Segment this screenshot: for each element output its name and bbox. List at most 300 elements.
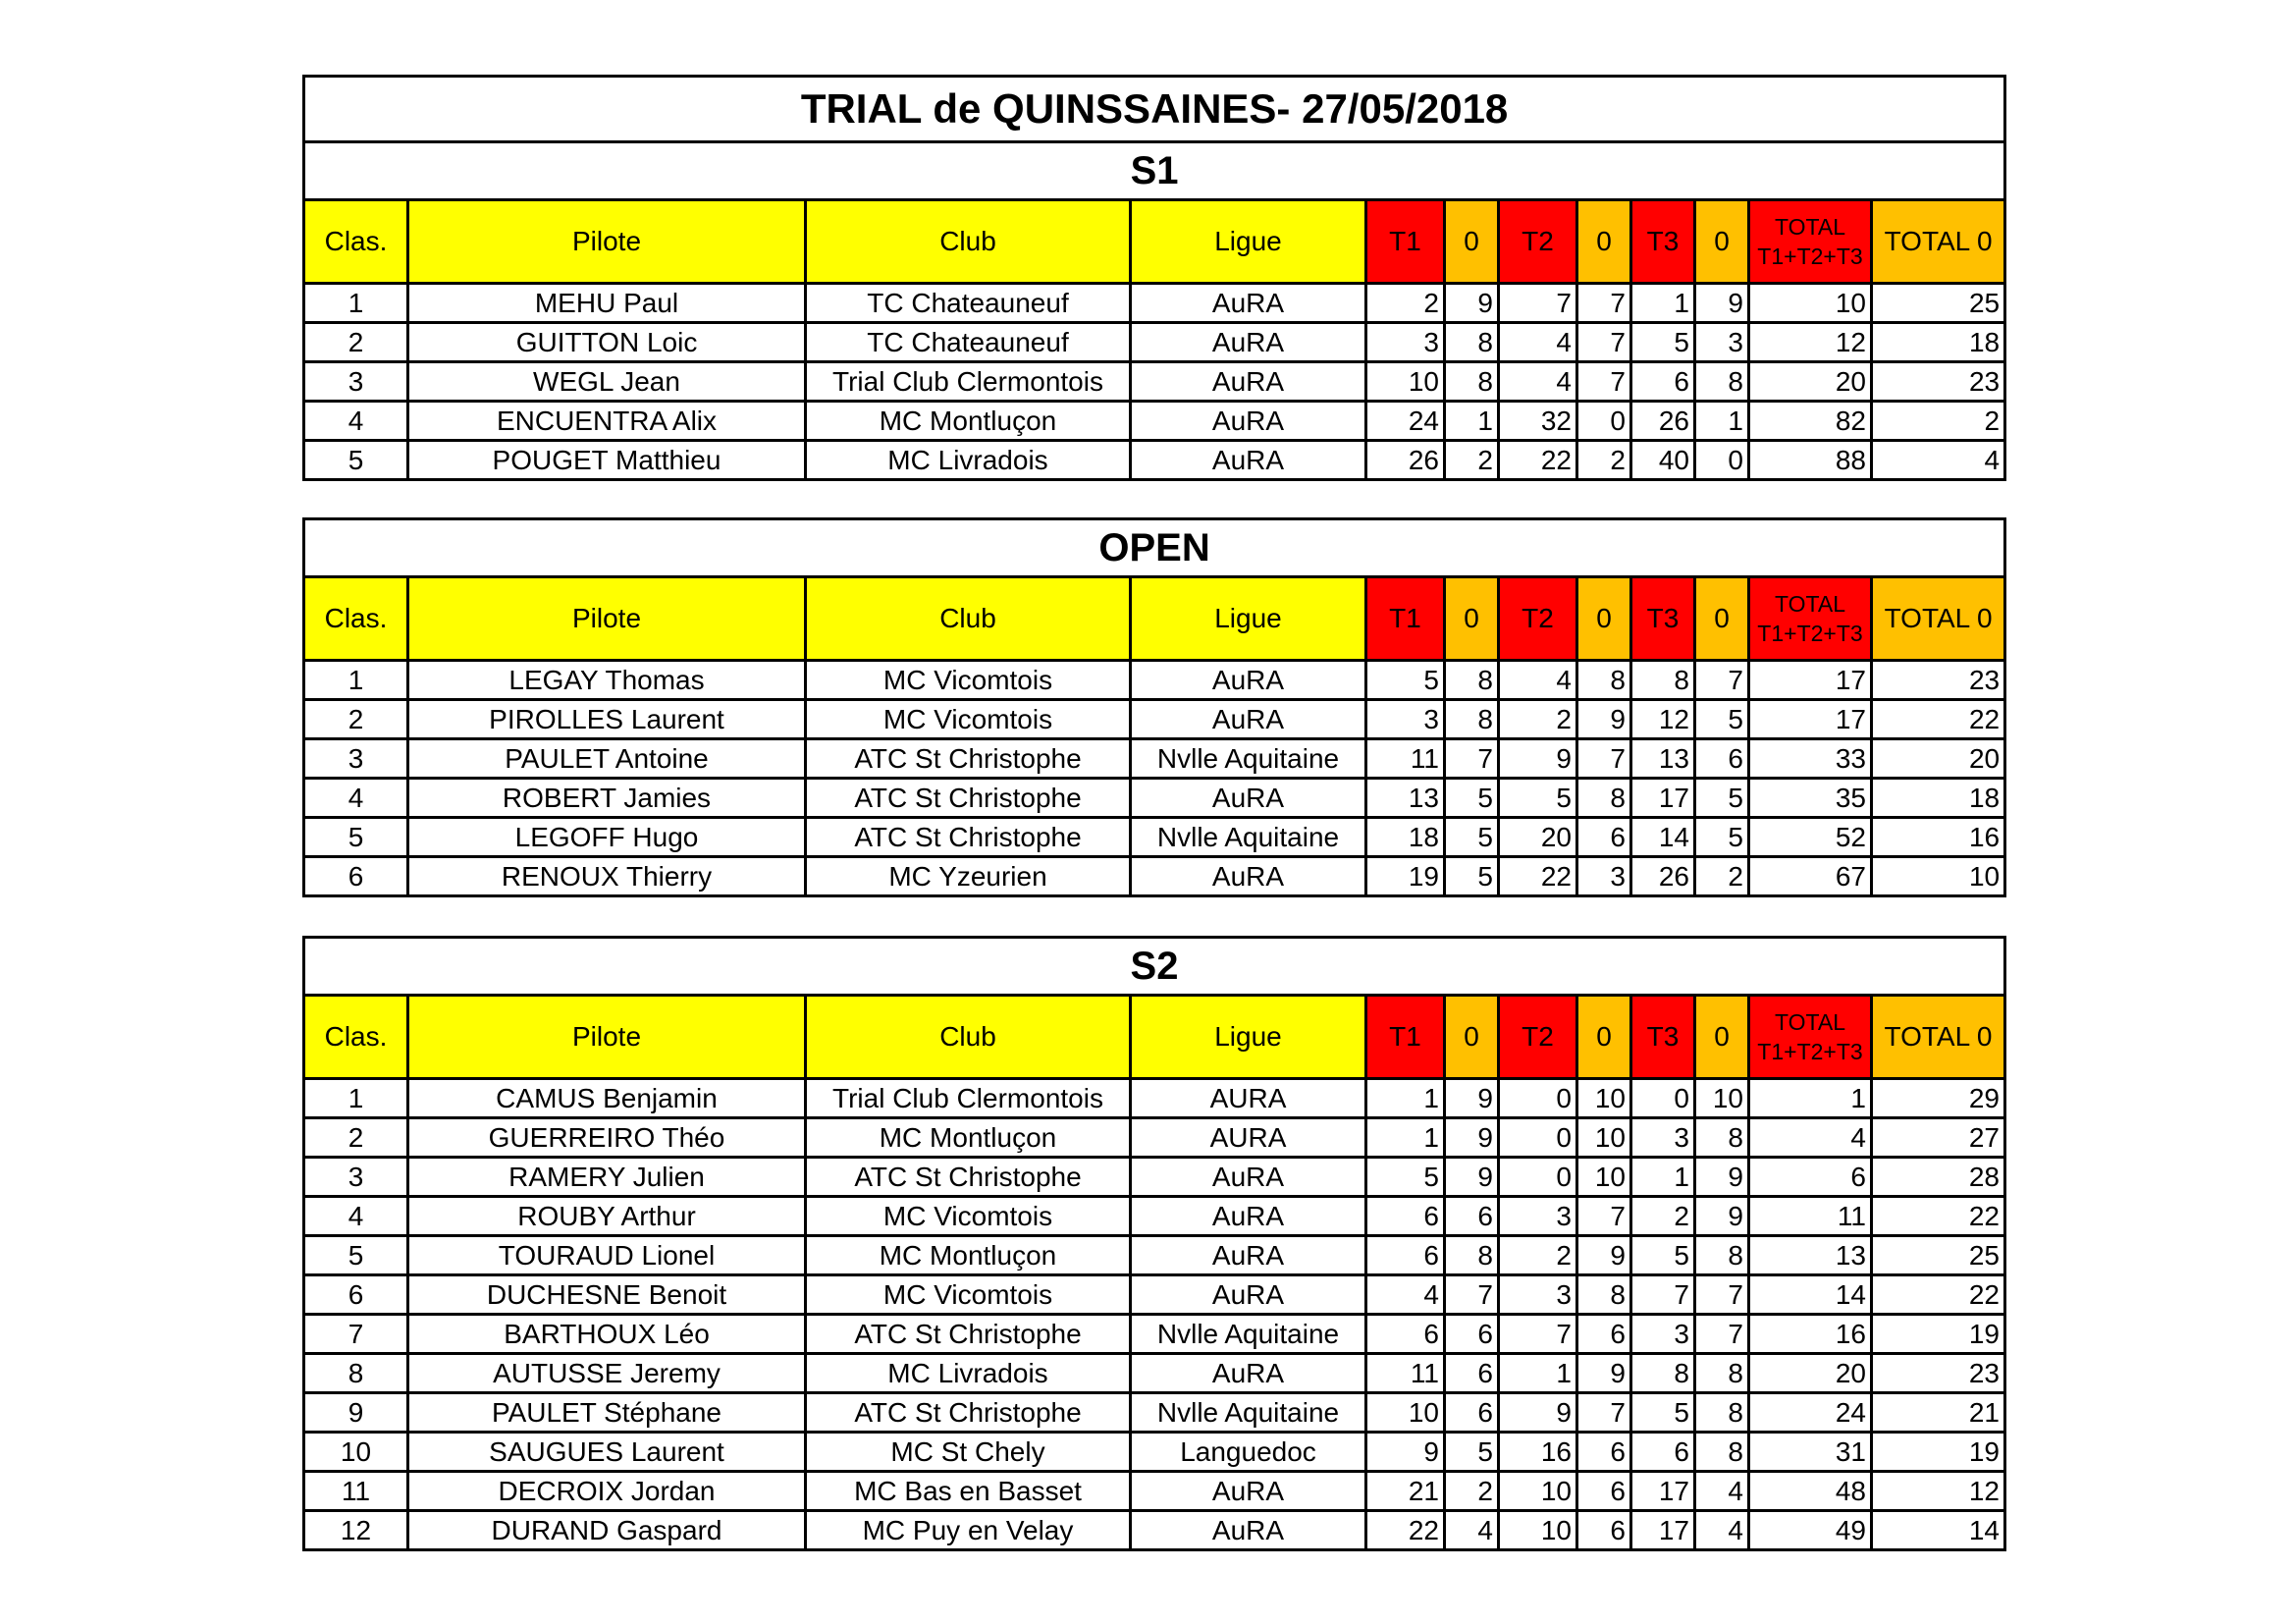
zero1-cell: 2	[1445, 441, 1499, 480]
total-cell: 17	[1749, 661, 1872, 700]
clas-cell: 6	[304, 1275, 408, 1315]
header-zero-1: 0	[1445, 200, 1499, 284]
header-total	[1749, 996, 1872, 1079]
header-total-line1: TOTAL	[1775, 591, 1845, 617]
table-row	[304, 1197, 2005, 1236]
table-row	[304, 402, 2005, 441]
t3-cell: 17	[1631, 779, 1695, 818]
table-row	[304, 362, 2005, 402]
table-row	[304, 700, 2005, 739]
club-cell: MC St Chely	[806, 1433, 1131, 1472]
zero3-cell: 8	[1695, 1236, 1749, 1275]
t3-cell: 14	[1631, 818, 1695, 857]
t2-cell: 32	[1499, 402, 1577, 441]
zero2-cell: 9	[1577, 1236, 1631, 1275]
t2-cell: 0	[1499, 1158, 1577, 1197]
header-t1: T1	[1366, 577, 1445, 661]
zero1-cell: 8	[1445, 362, 1499, 402]
pilote-cell: RENOUX Thierry	[408, 857, 806, 896]
total-zero-cell: 29	[1872, 1079, 2005, 1118]
total-zero-cell: 23	[1872, 661, 2005, 700]
zero3-cell: 9	[1695, 284, 1749, 323]
total-cell: 67	[1749, 857, 1872, 896]
zero1-cell: 4	[1445, 1511, 1499, 1550]
header-ligue: Ligue	[1131, 200, 1366, 284]
club-cell: MC Puy en Velay	[806, 1511, 1131, 1550]
club-cell: MC Yzeurien	[806, 857, 1131, 896]
t2-cell: 4	[1499, 661, 1577, 700]
zero2-cell: 7	[1577, 323, 1631, 362]
club-cell: ATC St Christophe	[806, 779, 1131, 818]
page-title: TRIAL de QUINSSAINES- 27/05/2018	[304, 77, 2005, 142]
club-cell: MC Montluçon	[806, 402, 1131, 441]
ligue-cell: AuRA	[1131, 402, 1366, 441]
results-block-open	[302, 517, 2003, 897]
total-cell: 4	[1749, 1118, 1872, 1158]
zero1-cell: 6	[1445, 1197, 1499, 1236]
total-cell: 1	[1749, 1079, 1872, 1118]
t2-cell: 7	[1499, 284, 1577, 323]
ligue-cell: AuRA	[1131, 700, 1366, 739]
table-row	[304, 857, 2005, 896]
zero1-cell: 8	[1445, 1236, 1499, 1275]
pilote-cell: DUCHESNE Benoit	[408, 1275, 806, 1315]
header-t1: T1	[1366, 996, 1445, 1079]
header-t3: T3	[1631, 996, 1695, 1079]
t1-cell: 22	[1366, 1511, 1445, 1550]
zero3-cell: 10	[1695, 1079, 1749, 1118]
table-row	[304, 1472, 2005, 1511]
t3-cell: 12	[1631, 700, 1695, 739]
zero3-cell: 8	[1695, 1393, 1749, 1433]
rows-s2	[304, 1079, 2005, 1550]
clas-cell: 2	[304, 700, 408, 739]
total-cell: 20	[1749, 362, 1872, 402]
total-zero-cell: 22	[1872, 1275, 2005, 1315]
header-total-line2: T1+T2+T3	[1757, 244, 1863, 269]
clas-cell: 3	[304, 362, 408, 402]
ligue-cell: AuRA	[1131, 323, 1366, 362]
clas-cell: 1	[304, 284, 408, 323]
rows-s1	[304, 284, 2005, 480]
clas-cell: 5	[304, 441, 408, 480]
ligue-cell: AuRA	[1131, 661, 1366, 700]
ligue-cell: AuRA	[1131, 1472, 1366, 1511]
zero1-cell: 5	[1445, 779, 1499, 818]
header-pilote: Pilote	[408, 200, 806, 284]
zero2-cell: 9	[1577, 1354, 1631, 1393]
total-zero-cell: 18	[1872, 323, 2005, 362]
zero2-cell: 8	[1577, 779, 1631, 818]
total-cell: 49	[1749, 1511, 1872, 1550]
zero2-cell: 9	[1577, 700, 1631, 739]
pilote-cell: DURAND Gaspard	[408, 1511, 806, 1550]
pilote-cell: AUTUSSE Jeremy	[408, 1354, 806, 1393]
t1-cell: 19	[1366, 857, 1445, 896]
zero3-cell: 8	[1695, 1354, 1749, 1393]
club-cell: Trial Club Clermontois	[806, 362, 1131, 402]
t3-cell: 13	[1631, 739, 1695, 779]
t2-cell: 20	[1499, 818, 1577, 857]
ligue-cell: Nvlle Aquitaine	[1131, 818, 1366, 857]
section-title-s2: S2	[304, 938, 2005, 996]
zero1-cell: 6	[1445, 1354, 1499, 1393]
header-total-zero: TOTAL 0	[1872, 577, 2005, 661]
t2-cell: 10	[1499, 1472, 1577, 1511]
table-row	[304, 1118, 2005, 1158]
total-cell: 52	[1749, 818, 1872, 857]
zero3-cell: 8	[1695, 362, 1749, 402]
clas-cell: 6	[304, 857, 408, 896]
zero2-cell: 7	[1577, 362, 1631, 402]
zero2-cell: 6	[1577, 1433, 1631, 1472]
total-cell: 10	[1749, 284, 1872, 323]
header-row	[304, 577, 2005, 661]
club-cell: Trial Club Clermontois	[806, 1079, 1131, 1118]
clas-cell: 3	[304, 1158, 408, 1197]
clas-cell: 1	[304, 1079, 408, 1118]
clas-cell: 1	[304, 661, 408, 700]
zero3-cell: 2	[1695, 857, 1749, 896]
ligue-cell: AuRA	[1131, 857, 1366, 896]
pilote-cell: ENCUENTRA Alix	[408, 402, 806, 441]
zero2-cell: 6	[1577, 1511, 1631, 1550]
t3-cell: 6	[1631, 1433, 1695, 1472]
results-table-s2	[302, 936, 2006, 1551]
zero3-cell: 4	[1695, 1472, 1749, 1511]
t2-cell: 10	[1499, 1511, 1577, 1550]
header-total-zero: TOTAL 0	[1872, 996, 2005, 1079]
pilote-cell: MEHU Paul	[408, 284, 806, 323]
t1-cell: 11	[1366, 739, 1445, 779]
zero2-cell: 10	[1577, 1079, 1631, 1118]
pilote-cell: ROBERT Jamies	[408, 779, 806, 818]
club-cell: MC Montluçon	[806, 1236, 1131, 1275]
total-cell: 33	[1749, 739, 1872, 779]
total-cell: 12	[1749, 323, 1872, 362]
zero2-cell: 7	[1577, 739, 1631, 779]
header-zero-2: 0	[1577, 200, 1631, 284]
zero1-cell: 5	[1445, 1433, 1499, 1472]
total-cell: 48	[1749, 1472, 1872, 1511]
pilote-cell: ROUBY Arthur	[408, 1197, 806, 1236]
section-title-s1: S1	[304, 142, 2005, 200]
zero3-cell: 9	[1695, 1197, 1749, 1236]
t1-cell: 5	[1366, 661, 1445, 700]
header-t2: T2	[1499, 996, 1577, 1079]
zero1-cell: 9	[1445, 1118, 1499, 1158]
t2-cell: 7	[1499, 1315, 1577, 1354]
zero3-cell: 5	[1695, 818, 1749, 857]
t1-cell: 3	[1366, 323, 1445, 362]
zero3-cell: 1	[1695, 402, 1749, 441]
zero1-cell: 9	[1445, 1158, 1499, 1197]
total-zero-cell: 2	[1872, 402, 2005, 441]
t1-cell: 9	[1366, 1433, 1445, 1472]
table-row	[304, 1354, 2005, 1393]
zero1-cell: 9	[1445, 1079, 1499, 1118]
zero2-cell: 6	[1577, 1315, 1631, 1354]
pilote-cell: LEGAY Thomas	[408, 661, 806, 700]
clas-cell: 9	[304, 1393, 408, 1433]
ligue-cell: AuRA	[1131, 1236, 1366, 1275]
t1-cell: 24	[1366, 402, 1445, 441]
t3-cell: 8	[1631, 1354, 1695, 1393]
table-row	[304, 1511, 2005, 1550]
table-row	[304, 1433, 2005, 1472]
t3-cell: 0	[1631, 1079, 1695, 1118]
t1-cell: 5	[1366, 1158, 1445, 1197]
clas-cell: 8	[304, 1354, 408, 1393]
t1-cell: 3	[1366, 700, 1445, 739]
header-zero-3: 0	[1695, 996, 1749, 1079]
total-zero-cell: 4	[1872, 441, 2005, 480]
club-cell: MC Livradois	[806, 441, 1131, 480]
total-zero-cell: 14	[1872, 1511, 2005, 1550]
t2-cell: 2	[1499, 700, 1577, 739]
total-zero-cell: 19	[1872, 1433, 2005, 1472]
t1-cell: 26	[1366, 441, 1445, 480]
zero2-cell: 6	[1577, 1472, 1631, 1511]
ligue-cell: Nvlle Aquitaine	[1131, 1393, 1366, 1433]
header-zero-3: 0	[1695, 577, 1749, 661]
pilote-cell: PAULET Stéphane	[408, 1393, 806, 1433]
ligue-cell: AuRA	[1131, 441, 1366, 480]
results-block-s2	[302, 936, 2003, 1551]
zero1-cell: 6	[1445, 1315, 1499, 1354]
t3-cell: 17	[1631, 1472, 1695, 1511]
total-cell: 6	[1749, 1158, 1872, 1197]
zero1-cell: 6	[1445, 1393, 1499, 1433]
zero1-cell: 8	[1445, 661, 1499, 700]
header-total-line1: TOTAL	[1775, 214, 1845, 240]
total-cell: 31	[1749, 1433, 1872, 1472]
ligue-cell: AURA	[1131, 1079, 1366, 1118]
zero3-cell: 8	[1695, 1118, 1749, 1158]
results-table-s1	[302, 75, 2006, 481]
total-zero-cell: 16	[1872, 818, 2005, 857]
total-zero-cell: 22	[1872, 1197, 2005, 1236]
club-cell: MC Vicomtois	[806, 700, 1131, 739]
header-total	[1749, 200, 1872, 284]
zero2-cell: 7	[1577, 1197, 1631, 1236]
table-row	[304, 1236, 2005, 1275]
total-zero-cell: 23	[1872, 1354, 2005, 1393]
clas-cell: 7	[304, 1315, 408, 1354]
zero2-cell: 7	[1577, 284, 1631, 323]
table-row	[304, 1079, 2005, 1118]
club-cell: MC Livradois	[806, 1354, 1131, 1393]
table-row	[304, 818, 2005, 857]
pilote-cell: BARTHOUX Léo	[408, 1315, 806, 1354]
header-zero-2: 0	[1577, 577, 1631, 661]
zero2-cell: 6	[1577, 818, 1631, 857]
ligue-cell: AuRA	[1131, 1354, 1366, 1393]
section-title-open: OPEN	[304, 519, 2005, 577]
t3-cell: 5	[1631, 1393, 1695, 1433]
zero1-cell: 8	[1445, 323, 1499, 362]
t1-cell: 18	[1366, 818, 1445, 857]
header-zero-2: 0	[1577, 996, 1631, 1079]
zero3-cell: 5	[1695, 779, 1749, 818]
club-cell: ATC St Christophe	[806, 1315, 1131, 1354]
t1-cell: 10	[1366, 1393, 1445, 1433]
zero2-cell: 3	[1577, 857, 1631, 896]
t3-cell: 3	[1631, 1118, 1695, 1158]
t1-cell: 2	[1366, 284, 1445, 323]
clas-cell: 4	[304, 1197, 408, 1236]
clas-cell: 4	[304, 402, 408, 441]
t1-cell: 6	[1366, 1236, 1445, 1275]
total-cell: 11	[1749, 1197, 1872, 1236]
club-cell: MC Montluçon	[806, 1118, 1131, 1158]
header-total-line2: T1+T2+T3	[1757, 1039, 1863, 1064]
header-row	[304, 996, 2005, 1079]
t3-cell: 3	[1631, 1315, 1695, 1354]
t2-cell: 0	[1499, 1118, 1577, 1158]
zero2-cell: 2	[1577, 441, 1631, 480]
total-cell: 14	[1749, 1275, 1872, 1315]
club-cell: TC Chateauneuf	[806, 323, 1131, 362]
total-zero-cell: 25	[1872, 1236, 2005, 1275]
pilote-cell: SAUGUES Laurent	[408, 1433, 806, 1472]
t1-cell: 6	[1366, 1315, 1445, 1354]
header-total-line2: T1+T2+T3	[1757, 621, 1863, 646]
t3-cell: 5	[1631, 323, 1695, 362]
rows-open	[304, 661, 2005, 896]
t2-cell: 9	[1499, 1393, 1577, 1433]
header-clas: Clas.	[304, 200, 408, 284]
club-cell: MC Vicomtois	[806, 1197, 1131, 1236]
ligue-cell: AuRA	[1131, 362, 1366, 402]
t2-cell: 22	[1499, 441, 1577, 480]
zero1-cell: 5	[1445, 818, 1499, 857]
zero3-cell: 0	[1695, 441, 1749, 480]
ligue-cell: AuRA	[1131, 1197, 1366, 1236]
t1-cell: 6	[1366, 1197, 1445, 1236]
t2-cell: 4	[1499, 323, 1577, 362]
zero1-cell: 7	[1445, 1275, 1499, 1315]
zero2-cell: 0	[1577, 402, 1631, 441]
t1-cell: 4	[1366, 1275, 1445, 1315]
ligue-cell: AURA	[1131, 1118, 1366, 1158]
club-cell: MC Vicomtois	[806, 661, 1131, 700]
t3-cell: 6	[1631, 362, 1695, 402]
header-ligue: Ligue	[1131, 996, 1366, 1079]
pilote-cell: LEGOFF Hugo	[408, 818, 806, 857]
ligue-cell: AuRA	[1131, 779, 1366, 818]
header-zero-1: 0	[1445, 577, 1499, 661]
zero3-cell: 8	[1695, 1433, 1749, 1472]
total-cell: 24	[1749, 1393, 1872, 1433]
clas-cell: 2	[304, 323, 408, 362]
club-cell: ATC St Christophe	[806, 739, 1131, 779]
zero1-cell: 1	[1445, 402, 1499, 441]
clas-cell: 10	[304, 1433, 408, 1472]
t3-cell: 26	[1631, 402, 1695, 441]
ligue-cell: Nvlle Aquitaine	[1131, 739, 1366, 779]
pilote-cell: CAMUS Benjamin	[408, 1079, 806, 1118]
clas-cell: 11	[304, 1472, 408, 1511]
pilote-cell: GUERREIRO Théo	[408, 1118, 806, 1158]
table-row	[304, 739, 2005, 779]
zero2-cell: 8	[1577, 1275, 1631, 1315]
header-club: Club	[806, 577, 1131, 661]
club-cell: ATC St Christophe	[806, 1158, 1131, 1197]
results-block-s1	[302, 75, 2003, 481]
header-clas: Clas.	[304, 577, 408, 661]
pilote-cell: WEGL Jean	[408, 362, 806, 402]
t3-cell: 40	[1631, 441, 1695, 480]
zero3-cell: 7	[1695, 1275, 1749, 1315]
total-zero-cell: 25	[1872, 284, 2005, 323]
zero1-cell: 9	[1445, 284, 1499, 323]
zero3-cell: 9	[1695, 1158, 1749, 1197]
club-cell: ATC St Christophe	[806, 818, 1131, 857]
header-t1: T1	[1366, 200, 1445, 284]
pilote-cell: GUITTON Loic	[408, 323, 806, 362]
zero3-cell: 7	[1695, 1315, 1749, 1354]
clas-cell: 4	[304, 779, 408, 818]
t2-cell: 9	[1499, 739, 1577, 779]
zero3-cell: 5	[1695, 700, 1749, 739]
zero3-cell: 4	[1695, 1511, 1749, 1550]
zero3-cell: 3	[1695, 323, 1749, 362]
pilote-cell: TOURAUD Lionel	[408, 1236, 806, 1275]
zero1-cell: 7	[1445, 739, 1499, 779]
pilote-cell: PIROLLES Laurent	[408, 700, 806, 739]
header-total-line1: TOTAL	[1775, 1009, 1845, 1035]
header-pilote: Pilote	[408, 996, 806, 1079]
zero2-cell: 7	[1577, 1393, 1631, 1433]
total-zero-cell: 19	[1872, 1315, 2005, 1354]
ligue-cell: AuRA	[1131, 1158, 1366, 1197]
clas-cell: 5	[304, 818, 408, 857]
t3-cell: 7	[1631, 1275, 1695, 1315]
clas-cell: 2	[304, 1118, 408, 1158]
t3-cell: 1	[1631, 1158, 1695, 1197]
total-zero-cell: 10	[1872, 857, 2005, 896]
ligue-cell: Nvlle Aquitaine	[1131, 1315, 1366, 1354]
header-club: Club	[806, 200, 1131, 284]
t3-cell: 17	[1631, 1511, 1695, 1550]
header-pilote: Pilote	[408, 577, 806, 661]
total-cell: 13	[1749, 1236, 1872, 1275]
pilote-cell: POUGET Matthieu	[408, 441, 806, 480]
table-row	[304, 284, 2005, 323]
t2-cell: 5	[1499, 779, 1577, 818]
ligue-cell: AuRA	[1131, 1511, 1366, 1550]
pilote-cell: RAMERY Julien	[408, 1158, 806, 1197]
pilote-cell: DECROIX Jordan	[408, 1472, 806, 1511]
zero2-cell: 8	[1577, 661, 1631, 700]
table-row	[304, 1275, 2005, 1315]
header-zero-1: 0	[1445, 996, 1499, 1079]
header-total-zero: TOTAL 0	[1872, 200, 2005, 284]
table-row	[304, 323, 2005, 362]
clas-cell: 3	[304, 739, 408, 779]
t1-cell: 1	[1366, 1118, 1445, 1158]
header-clas: Clas.	[304, 996, 408, 1079]
zero3-cell: 6	[1695, 739, 1749, 779]
total-zero-cell: 18	[1872, 779, 2005, 818]
t2-cell: 22	[1499, 857, 1577, 896]
club-cell: ATC St Christophe	[806, 1393, 1131, 1433]
t1-cell: 1	[1366, 1079, 1445, 1118]
table-row	[304, 441, 2005, 480]
total-cell: 17	[1749, 700, 1872, 739]
t3-cell: 5	[1631, 1236, 1695, 1275]
